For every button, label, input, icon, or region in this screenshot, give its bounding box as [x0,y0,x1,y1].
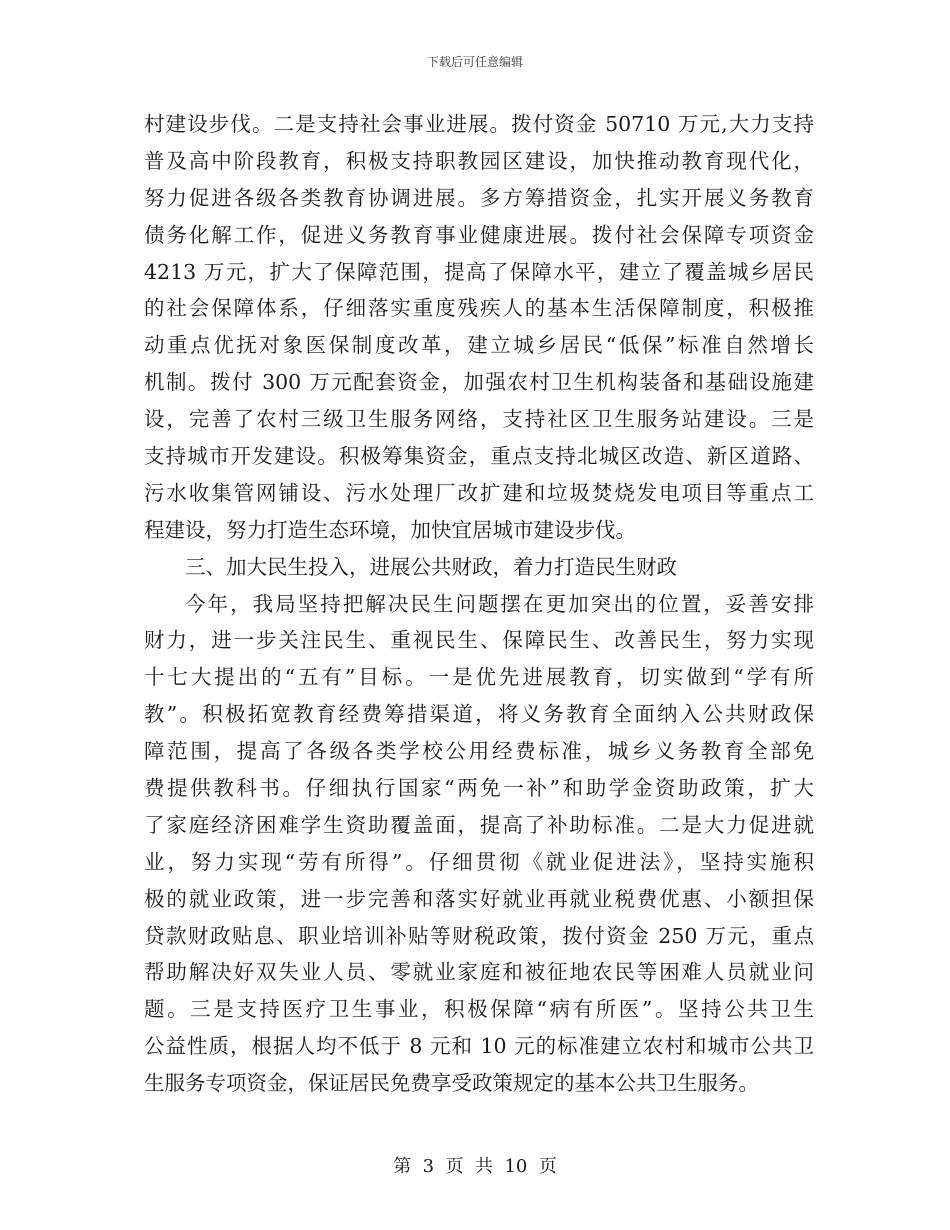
text-line: 极的就业政策，进一步完善和落实好就业再就业税费优惠、小额担保 [144,886,814,911]
text-line: 费提供教科书。仔细执行国家“两免一补”和助学金资助政策，扩大 [144,776,814,801]
page-header: 下载后可任意编辑 [426,55,523,69]
text-line: 机制。拨付 300 万元配套资金，加强农村卫生机构装备和基础设施建 [144,370,814,395]
footer-word: 第 [393,1156,412,1177]
text-line: 障范围，提高了各级各类学校公用经费标准，城乡义务教育全部免 [144,739,814,764]
text-line: 了家庭经济困难学生资助覆盖面，提高了补助标准。二是大力促进就 [144,812,814,837]
text-line: 污水收集管网铺设、污水处理厂改扩建和垃圾焚烧发电项目等重点工 [144,480,814,505]
text-line: 帮助解决好双失业人员、零就业家庭和被征地农民等困难人员就业问 [144,960,814,985]
body-text [144,106,814,1102]
text-line: 业，努力实现“劳有所得”。仔细贯彻《就业促进法》，坚持实施积 [144,849,814,874]
footer-page-number: 3 [422,1156,435,1177]
text-line: 公益性质，根据人均不低于 8 元和 10 元的标准建立农村和城市公共卫 [144,1034,814,1059]
text-line: 动重点优抚对象医保制度改革，建立城乡居民“低保”标准自然增长 [144,333,814,358]
page-footer [0,1152,950,1178]
text-line: 4213 万元，扩大了保障范围，提高了保障水平，建立了覆盖城乡居民 [144,259,814,284]
text-line: 生服务专项资金，保证居民免费享受政策规定的基本公共卫生服务。 [144,1071,759,1096]
footer-total-pages: 10 [504,1156,528,1177]
text-line: 程建设，努力打造生态环境，加快宜居城市建设步伐。 [144,517,636,542]
text-line: 十七大提出的“五有”目标。一是优先进展教育，切实做到“学有所 [144,665,814,690]
text-line: 教”。积极拓宽教育经费筹措渠道，将义务教育全面纳入公共财政保 [144,702,814,727]
footer-word: 共 [475,1156,493,1177]
text-line: 题。三是支持医疗卫生事业，积极保障“病有所医”。坚持公共卫生 [144,997,814,1022]
text-line: 贷款财政贴息、职业培训补贴等财税政策，拨付资金 250 万元，重点 [144,923,814,948]
text-line: 今年，我局坚持把解决民生问题摆在更加突出的位置，妥善安排 [185,591,814,616]
text-line: 支持城市开发建设。积极筹集资金，重点支持北城区改造、新区道路、 [144,444,814,469]
text-line: 设，完善了农村三级卫生服务网络，支持社区卫生服务站建设。三是 [144,407,814,432]
footer-word: 页 [538,1156,557,1177]
footer-word: 页 [445,1156,464,1177]
text-line: 普及高中阶段教育，积极支持职教园区建设，加快推动教育现代化， [144,148,814,173]
text-line: 努力促进各级各类教育协调进展。多方筹措资金，扎实开展义务教育 [144,185,814,210]
text-line: 债务化解工作，促进义务教育事业健康进展。拨付社会保障专项资金 [144,222,814,247]
section-heading: 三、加大民生投入，进展公共财政，着力打造民生财政 [185,554,677,579]
text-line: 村建设步伐。二是支持社会事业进展。拨付资金 50710 万元,大力支持 [144,112,814,136]
text-line: 的社会保障体系，仔细落实重度残疾人的基本生活保障制度，积极推 [144,296,814,321]
text-line: 财力，进一步关注民生、重视民生、保障民生、改善民生，努力实现 [144,628,814,653]
